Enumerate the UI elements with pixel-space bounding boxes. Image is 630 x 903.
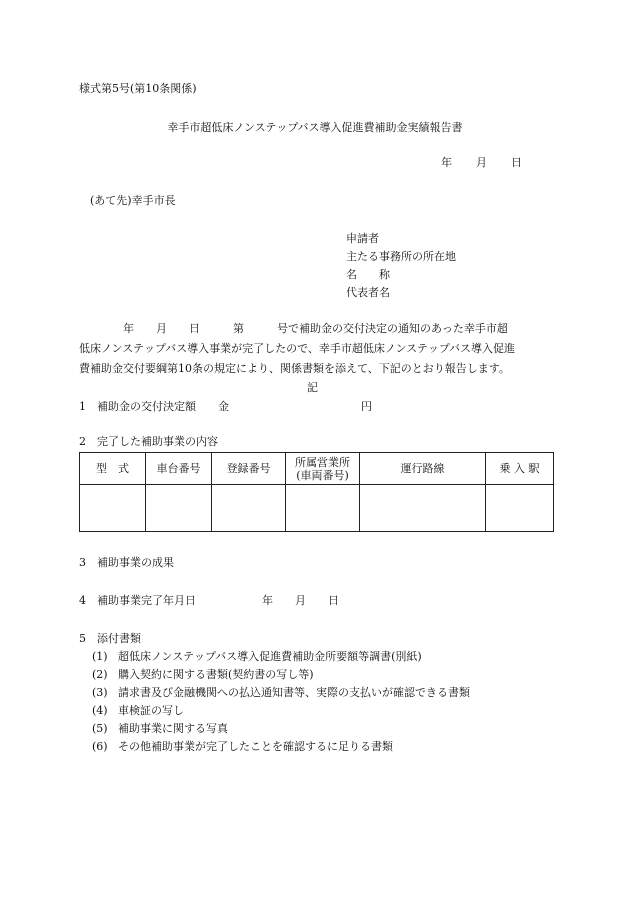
applicant-label: 申請者 (346, 232, 379, 245)
cell-station[interactable] (486, 485, 554, 532)
cell-office[interactable] (286, 485, 360, 532)
item-grant-amount: 1 補助金の交付決定額 金 円 (79, 400, 372, 413)
list-item (92, 686, 470, 704)
table-row (80, 485, 554, 532)
cell-chassis-number[interactable] (146, 485, 212, 532)
col-office-label: 所属営業所 (295, 455, 350, 469)
applicant-address-label: 主たる事務所の所在地 (346, 250, 456, 263)
attachment-number: (5) (92, 722, 108, 735)
item-project-results: 3 補助事業の成果 (79, 556, 174, 569)
project-table (79, 452, 554, 532)
list-item (92, 704, 470, 722)
attachment-text: その他補助事業が完了したことを確認するに足りる書類 (118, 740, 393, 753)
table-header-row (80, 453, 554, 485)
applicant-representative-label: 代表者名 (346, 286, 390, 299)
attachment-number: (1) (92, 650, 108, 663)
col-route: 運行路線 (360, 453, 486, 485)
body-line-1: 年 月 日 第 号で補助金の交付決定の通知のあった幸手市超 (79, 322, 508, 335)
col-vehicle-number-label: (車両番号) (296, 468, 349, 482)
item-project-content: 2 完了した補助事業の内容 (79, 435, 218, 448)
attachment-text: 超低床ノンステップバス導入促進費補助金所要額等調書(別紙) (118, 650, 422, 663)
attachment-number: (3) (92, 686, 108, 699)
list-item (92, 740, 470, 758)
attachment-number: (2) (92, 668, 108, 681)
cell-route[interactable] (360, 485, 486, 532)
date-month: 月 (476, 156, 487, 169)
attachment-number: (4) (92, 704, 108, 717)
attachment-text: 請求書及び金融機関への払込通知書等、実際の支払いが確認できる書類 (118, 686, 470, 699)
date-line (441, 156, 522, 170)
attachment-text: 購入契約に関する書類(契約書の写し等) (118, 668, 314, 681)
applicant-block (346, 232, 456, 304)
item-completion-date: 4 補助事業完了年月日 年 月 日 (79, 594, 339, 607)
applicant-name-label: 名 称 (346, 268, 390, 281)
date-year: 年 (441, 156, 452, 169)
col-registration-number: 登録番号 (212, 453, 286, 485)
col-model: 型 式 (80, 453, 146, 485)
col-station: 乗 入 駅 (486, 453, 554, 485)
col-office (286, 453, 360, 485)
attachment-text: 補助事業に関する写真 (118, 722, 228, 735)
list-item (92, 668, 470, 686)
list-item (92, 650, 470, 668)
addressee: (あて先)幸手市長 (90, 194, 176, 207)
body-paragraph (79, 322, 554, 382)
attachment-list (92, 650, 470, 758)
attachment-text: 車検証の写し (118, 704, 184, 717)
body-line-2: 低床ノンステップバス導入事業が完了したので、幸手市超低床ノンステップバス導入促進 (79, 342, 516, 355)
cell-registration-number[interactable] (212, 485, 286, 532)
form-number: 様式第5号(第10条関係) (79, 82, 197, 95)
document-title: 幸手市超低床ノンステップバス導入促進費補助金実績報告書 (167, 121, 463, 134)
date-day: 日 (511, 156, 522, 169)
col-chassis-number: 車台番号 (146, 453, 212, 485)
cell-model[interactable] (80, 485, 146, 532)
attachment-number: (6) (92, 740, 108, 753)
list-item (92, 722, 470, 740)
body-line-3: 費補助金交付要綱第10条の規定により、関係書類を添えて、下記のとおり報告します。 (79, 362, 510, 375)
item-attachments: 5 添付書類 (79, 632, 141, 645)
ki-marker: 記 (307, 381, 318, 394)
